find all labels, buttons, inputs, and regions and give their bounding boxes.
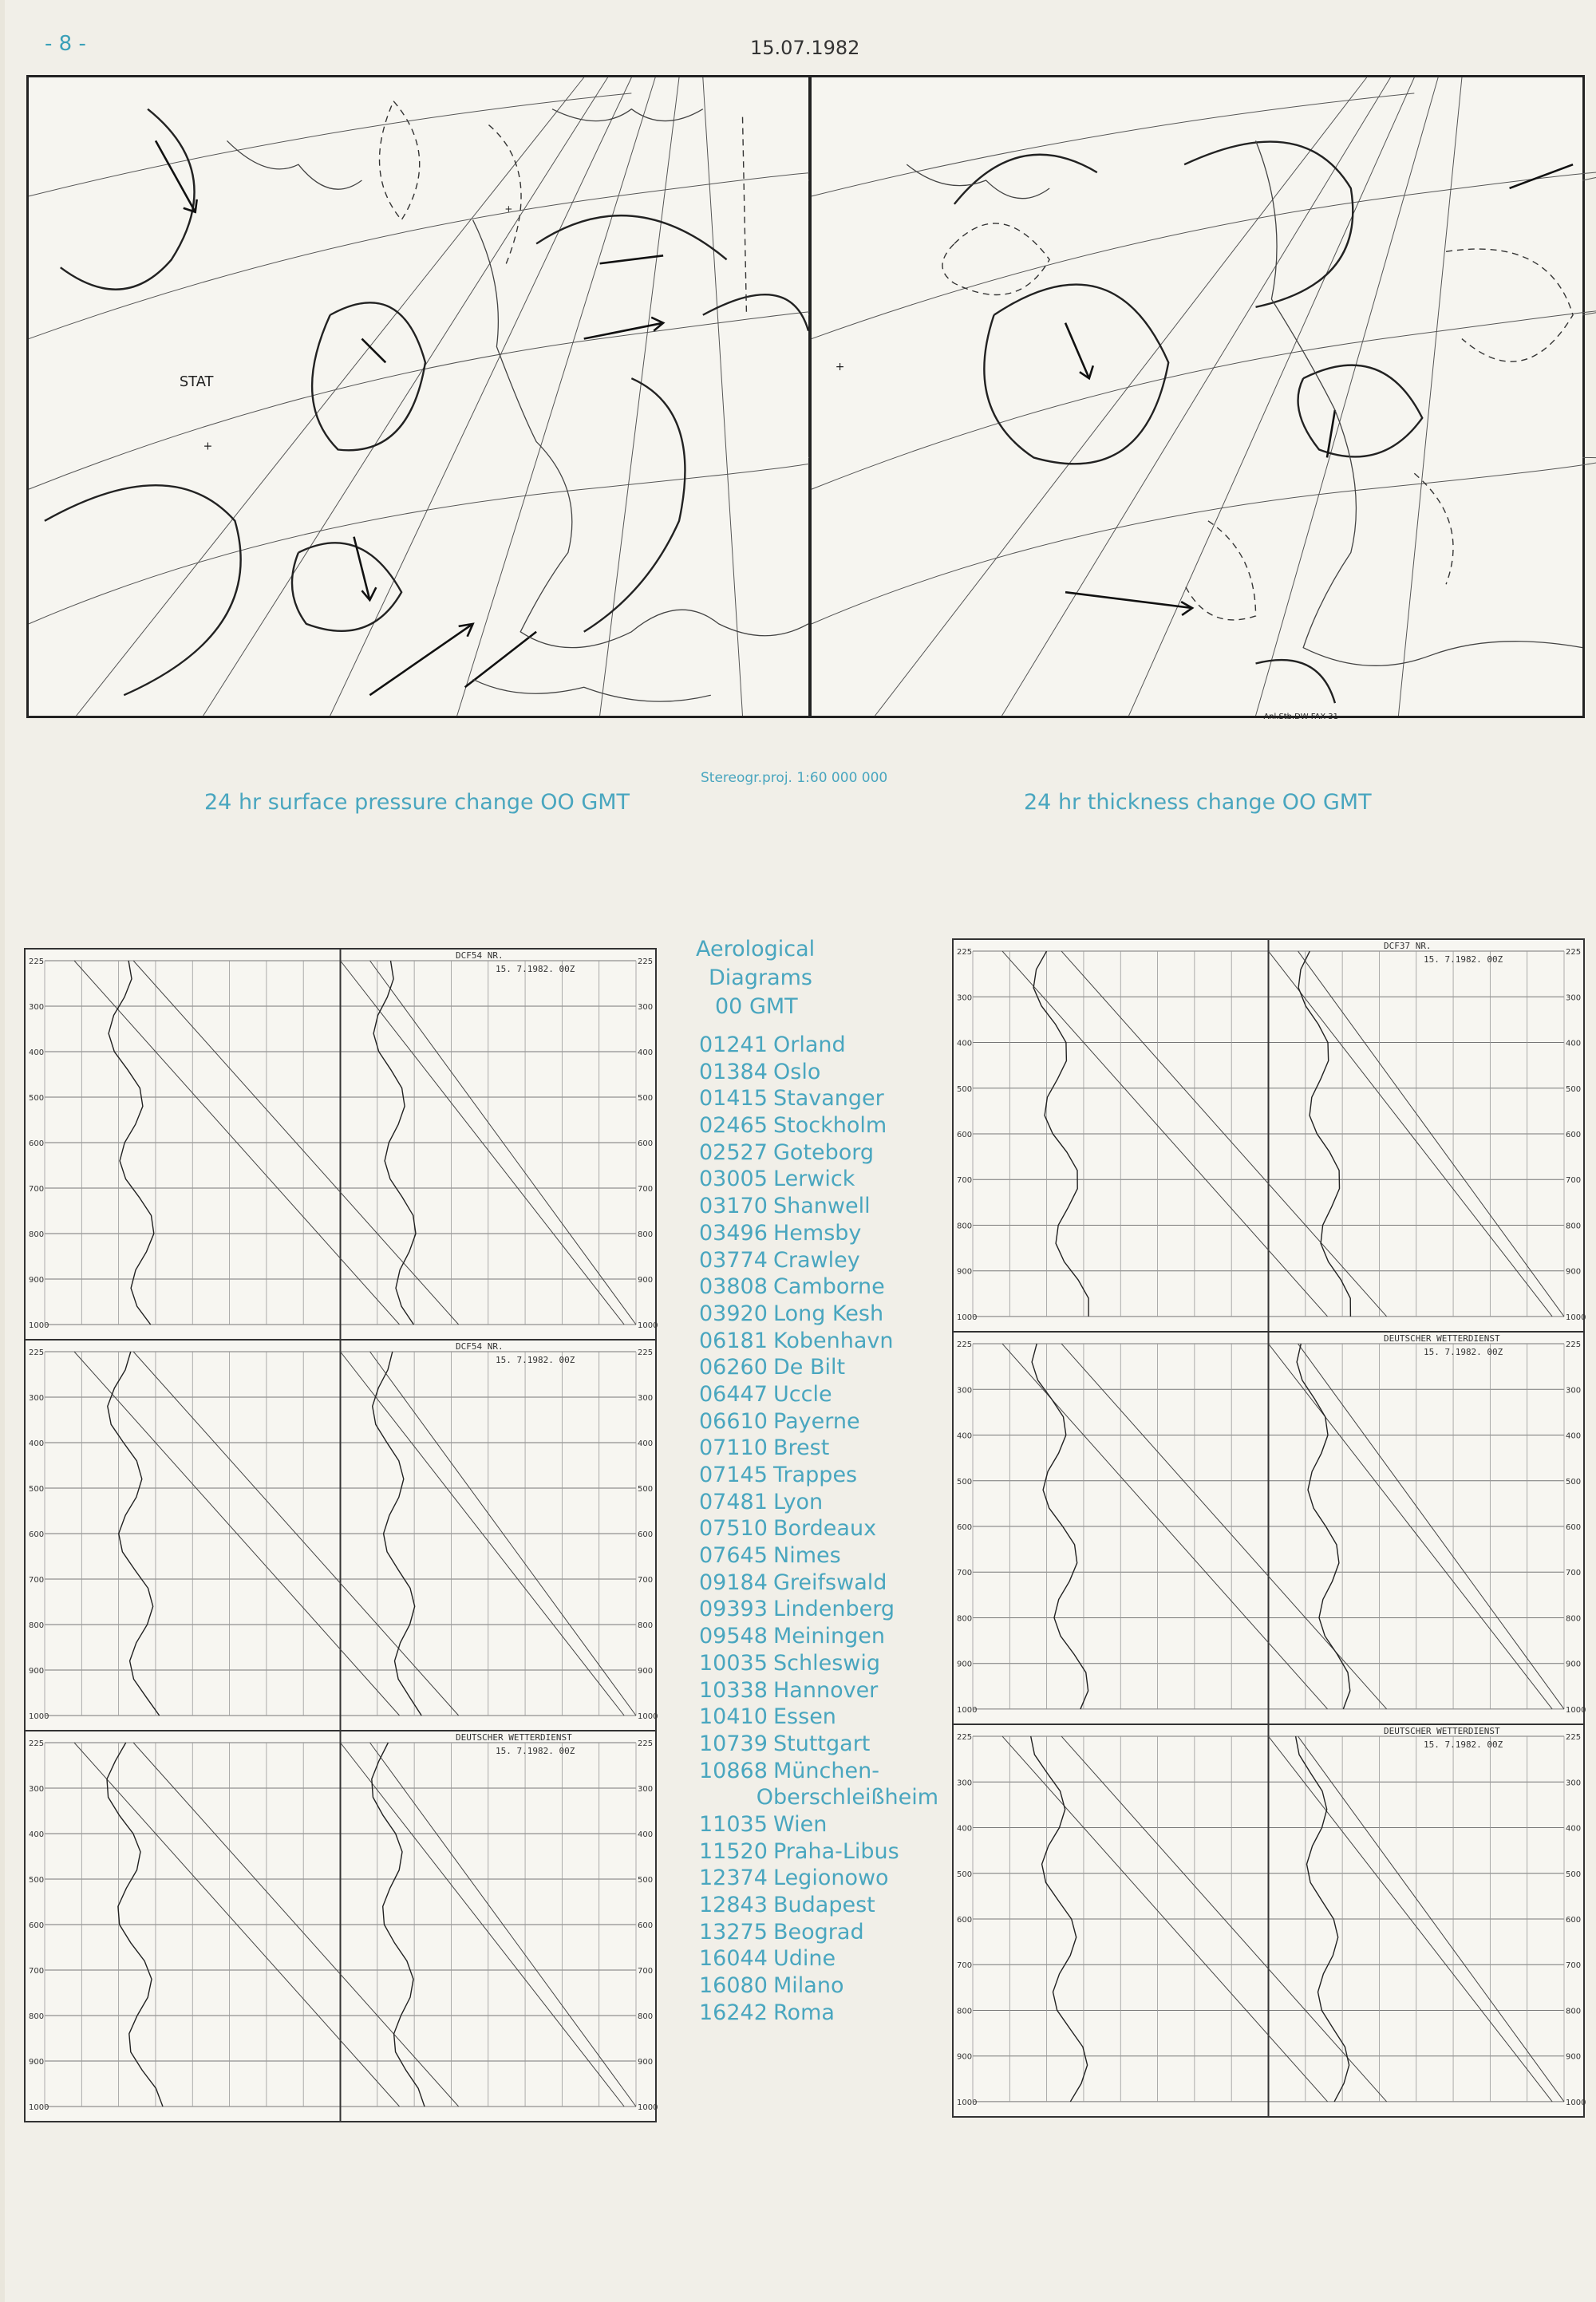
pressure-label: 800 — [638, 2012, 654, 2021]
list-item: 03170 Shanwell — [699, 1194, 871, 1219]
pressure-label: 300 — [1566, 1386, 1582, 1396]
pressure-label: 800 — [29, 2012, 45, 2021]
pressure-label: 600 — [638, 1530, 654, 1539]
aerological-diagram-right-1 — [952, 938, 1585, 1333]
aerological-diagram-left-3 — [24, 1730, 657, 2122]
pressure-label: 700 — [29, 1967, 45, 1976]
pressure-label: 300 — [957, 1779, 973, 1788]
pressure-label: 800 — [1566, 1222, 1582, 1231]
pressure-label: 400 — [638, 1048, 654, 1057]
pressure-label: 800 — [29, 1230, 45, 1239]
list-item: 06610 Payerne — [699, 1408, 860, 1434]
pressure-label: 1000 — [638, 1712, 658, 1721]
pressure-label: 700 — [29, 1576, 45, 1585]
pressure-label: 800 — [957, 2007, 973, 2016]
pressure-label: 225 — [638, 958, 654, 966]
pressure-label: 1000 — [29, 1712, 49, 1721]
pressure-label: 600 — [957, 1522, 973, 1533]
pressure-label: 600 — [957, 1130, 973, 1140]
list-item: 10868 München- — [699, 1758, 879, 1783]
pressure-label: 225 — [638, 1348, 654, 1357]
pressure-label: 225 — [1566, 1733, 1582, 1743]
svg-text:Anl.Stb.DW FAX 31: Anl.Stb.DW FAX 31 — [1263, 712, 1338, 721]
pressure-label: 300 — [638, 1394, 654, 1403]
diagram-date: 15. 7.1982. 00Z — [496, 1746, 575, 1756]
pressure-label: 900 — [1566, 2052, 1582, 2062]
pressure-label: 900 — [1566, 1660, 1582, 1669]
list-item: 11520 Praha-Libus — [699, 1838, 899, 1864]
list-item: 07645 Nimes — [699, 1543, 841, 1569]
list-item: 13275 Beograd — [699, 1919, 864, 1945]
projection-note: Stereogr.proj. 1:60 000 000 — [701, 770, 888, 786]
diagram-header: DCF54 NR. — [456, 1341, 504, 1352]
diagram-date: 15. 7.1982. 00Z — [1424, 1739, 1503, 1751]
list-item: 01384 Oslo — [699, 1059, 821, 1084]
pressure-label: 600 — [1566, 1522, 1582, 1533]
pressure-label: 400 — [1566, 1039, 1582, 1048]
pressure-label: 300 — [1566, 1779, 1582, 1788]
pressure-label: 800 — [29, 1621, 45, 1630]
pressure-label: 600 — [957, 1915, 973, 1925]
pressure-label: 900 — [29, 2058, 45, 2067]
list-item: 10035 Schleswig — [699, 1650, 880, 1676]
pressure-label: 1000 — [957, 1313, 978, 1322]
svg-text:+: + — [835, 361, 845, 374]
svg-text:+: + — [504, 203, 513, 215]
pressure-label: 400 — [638, 1439, 654, 1448]
diagram-header: DCF54 NR. — [456, 950, 504, 961]
pressure-label: 700 — [1566, 1176, 1582, 1186]
pressure-label: 700 — [957, 1176, 973, 1186]
list-item: 07110 Brest — [699, 1435, 830, 1461]
surface-pressure-change-map — [26, 75, 811, 718]
list-item: 10410 Essen — [699, 1704, 836, 1730]
aerological-title-line-3: 00 GMT — [715, 994, 798, 1019]
pressure-label: 225 — [1566, 948, 1582, 958]
pressure-label: 600 — [29, 1139, 45, 1148]
pressure-label: 225 — [29, 1348, 45, 1357]
list-item: 01415 Stavanger — [699, 1086, 884, 1112]
pressure-label: 225 — [957, 948, 973, 958]
diagram-date: 15. 7.1982. 00Z — [496, 1355, 575, 1365]
aerological-diagram-left-2 — [24, 1339, 657, 1731]
diagram-header: DEUTSCHER WETTERDIENST — [456, 1732, 572, 1743]
surface-pressure-map-graphic — [29, 77, 808, 716]
pressure-label: 1000 — [1566, 1313, 1586, 1322]
pressure-label: 500 — [1566, 1477, 1582, 1487]
pressure-label: 500 — [957, 1870, 973, 1879]
list-item: 09548 Meiningen — [699, 1624, 885, 1649]
list-item: 02527 Goteborg — [699, 1139, 875, 1165]
aerological-diagram-graphic — [954, 940, 1586, 1331]
pressure-label: 1000 — [638, 1321, 658, 1330]
pressure-label: 500 — [29, 1876, 45, 1885]
list-item: 03005 Lerwick — [699, 1167, 855, 1192]
pressure-label: 500 — [29, 1094, 45, 1103]
aerological-title-line-1: Aerological — [696, 937, 816, 961]
pressure-label: 300 — [29, 1394, 45, 1403]
pressure-label: 500 — [29, 1485, 45, 1494]
pressure-label: 500 — [957, 1477, 973, 1487]
list-item: 03774 Crawley — [699, 1247, 860, 1273]
list-item: 16242 Roma — [699, 2000, 835, 2025]
list-item: 03808 Camborne — [699, 1274, 885, 1300]
pressure-label: 400 — [638, 1830, 654, 1839]
svg-text:STAT: STAT — [179, 373, 214, 391]
diagram-date: 15. 7.1982. 00Z — [496, 964, 575, 974]
pressure-label: 700 — [957, 1961, 973, 1971]
pressure-label: 800 — [957, 1222, 973, 1231]
pressure-label: 800 — [1566, 2007, 1582, 2016]
list-item: 09393 Lindenberg — [699, 1597, 895, 1622]
aerological-title-line-2: Diagrams — [709, 965, 812, 990]
pressure-label: 225 — [1566, 1341, 1582, 1350]
diagram-date: 15. 7.1982. 00Z — [1424, 1347, 1503, 1358]
pressure-label: 500 — [1566, 1870, 1582, 1879]
list-item: 03920 Long Kesh — [699, 1301, 884, 1326]
pressure-label: 1000 — [957, 2098, 978, 2107]
pressure-label: 700 — [638, 1185, 654, 1194]
pressure-label: 225 — [29, 958, 45, 966]
pressure-label: 400 — [1566, 1824, 1582, 1834]
pressure-label: 300 — [957, 993, 973, 1003]
pressure-label: 900 — [29, 1667, 45, 1676]
pressure-label: 300 — [638, 1785, 654, 1794]
svg-text:+: + — [203, 440, 213, 453]
pressure-label: 500 — [638, 1485, 654, 1494]
aerological-diagram-left-1 — [24, 948, 657, 1341]
list-item: 16044 Udine — [699, 1946, 836, 1972]
diagram-header: DEUTSCHER WETTERDIENST — [1384, 1333, 1500, 1344]
aerological-diagram-graphic — [26, 950, 658, 1339]
pressure-label: 300 — [957, 1386, 973, 1396]
pressure-label: 1000 — [1566, 2098, 1586, 2107]
aerological-diagram-right-3 — [952, 1724, 1585, 2118]
pressure-label: 400 — [957, 1824, 973, 1834]
list-item: 12374 Legionowo — [699, 1866, 889, 1891]
pressure-label: 900 — [638, 1276, 654, 1285]
pressure-label: 700 — [1566, 1961, 1582, 1971]
aerological-diagram-graphic — [954, 1725, 1586, 2116]
pressure-label: 500 — [638, 1094, 654, 1103]
page-number: - 8 - — [45, 32, 86, 56]
pressure-label: 700 — [957, 1569, 973, 1578]
pressure-label: 300 — [1566, 993, 1582, 1003]
pressure-label: 1000 — [29, 2103, 49, 2112]
pressure-label: 800 — [1566, 1614, 1582, 1624]
right-map-caption: 24 hr thickness change OO GMT — [1024, 790, 1372, 815]
list-item: 16080 Milano — [699, 1973, 844, 1999]
pressure-label: 225 — [29, 1739, 45, 1748]
list-item: 12843 Budapest — [699, 1893, 875, 1917]
list-item: 02465 Stockholm — [699, 1113, 887, 1139]
list-item: 06181 Kobenhavn — [699, 1328, 894, 1353]
list-item: 09184 Greifswald — [699, 1570, 887, 1595]
pressure-label: 900 — [638, 2058, 654, 2067]
pressure-label: 400 — [29, 1830, 45, 1839]
pressure-label: 1000 — [957, 1705, 978, 1715]
pressure-label: 225 — [957, 1341, 973, 1350]
pressure-label: 600 — [638, 1139, 654, 1148]
list-item: 06447 Uccle — [699, 1381, 832, 1407]
diagram-date: 15. 7.1982. 00Z — [1424, 954, 1503, 965]
pressure-label: 600 — [29, 1921, 45, 1930]
pressure-label: 300 — [29, 1003, 45, 1012]
pressure-label: 800 — [957, 1614, 973, 1624]
pressure-label: 400 — [957, 1039, 973, 1048]
thickness-map-graphic — [812, 77, 1582, 721]
pressure-label: 500 — [638, 1876, 654, 1885]
pressure-label: 600 — [638, 1921, 654, 1930]
thickness-change-map — [809, 75, 1585, 721]
pressure-label: 400 — [957, 1431, 973, 1441]
diagram-header: DEUTSCHER WETTERDIENST — [1384, 1726, 1500, 1737]
pressure-label: 900 — [638, 1667, 654, 1676]
pressure-label: 400 — [1566, 1431, 1582, 1441]
pressure-label: 700 — [1566, 1569, 1582, 1578]
list-item: 07481 Lyon — [699, 1489, 824, 1514]
pressure-label: 1000 — [638, 2103, 658, 2112]
pressure-label: 500 — [1566, 1084, 1582, 1094]
aerological-diagram-graphic — [954, 1333, 1586, 1724]
list-item: Oberschleißheim — [756, 1785, 938, 1810]
pressure-label: 800 — [638, 1621, 654, 1630]
station-list — [699, 1032, 938, 2026]
aerological-title — [691, 935, 930, 1021]
list-item: 10739 Stuttgart — [699, 1731, 871, 1756]
pressure-label: 900 — [1566, 1267, 1582, 1277]
aerological-diagram-right-2 — [952, 1331, 1585, 1725]
pressure-label: 900 — [957, 1660, 973, 1669]
list-item: 03496 Hemsby — [699, 1220, 862, 1246]
pressure-label: 1000 — [1566, 1705, 1586, 1715]
page-date: 15.07.1982 — [750, 37, 860, 59]
pressure-label: 600 — [1566, 1915, 1582, 1925]
pressure-label: 700 — [638, 1576, 654, 1585]
pressure-label: 700 — [638, 1967, 654, 1976]
aerological-diagram-graphic — [26, 1341, 658, 1730]
list-item: 06260 De Bilt — [699, 1355, 846, 1380]
list-item: 10338 Hannover — [699, 1677, 879, 1703]
aerological-diagram-graphic — [26, 1731, 658, 2121]
page-edge — [0, 0, 5, 2302]
pressure-label: 800 — [638, 1230, 654, 1239]
list-item: 07510 Bordeaux — [699, 1516, 877, 1542]
left-map-caption: 24 hr surface pressure change OO GMT — [204, 790, 630, 815]
pressure-label: 500 — [957, 1084, 973, 1094]
list-item: 01241 Orland — [699, 1033, 846, 1057]
pressure-label: 225 — [638, 1739, 654, 1748]
pressure-label: 700 — [29, 1185, 45, 1194]
pressure-label: 900 — [957, 1267, 973, 1277]
pressure-label: 600 — [29, 1530, 45, 1539]
pressure-label: 900 — [957, 2052, 973, 2062]
pressure-label: 600 — [1566, 1130, 1582, 1140]
pressure-label: 300 — [29, 1785, 45, 1794]
list-item: 07145 Trappes — [699, 1463, 858, 1487]
pressure-label: 1000 — [29, 1321, 49, 1330]
list-item: 11035 Wien — [699, 1811, 828, 1837]
pressure-label: 400 — [29, 1048, 45, 1057]
pressure-label: 225 — [957, 1733, 973, 1743]
diagram-header: DCF37 NR. — [1384, 941, 1432, 952]
pressure-label: 300 — [638, 1003, 654, 1012]
pressure-label: 400 — [29, 1439, 45, 1448]
pressure-label: 900 — [29, 1276, 45, 1285]
